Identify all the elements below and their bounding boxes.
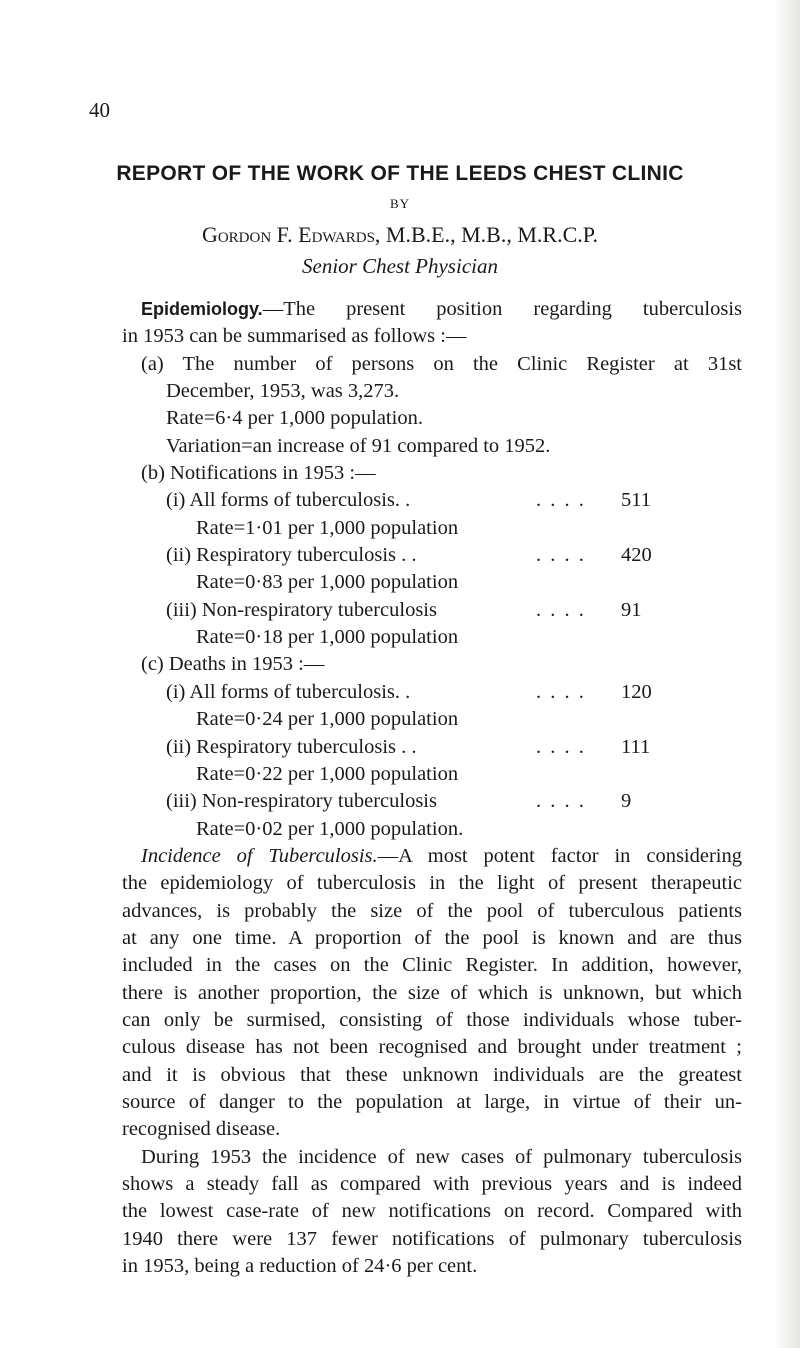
- incidence-line: advances, is probably the size of the pool of tuberculous patients: [122, 899, 742, 922]
- incidence-line: included in the cases on the Clinic Register. In addition, however,: [122, 954, 742, 977]
- notification-rate: Rate=0·83 per 1,000 population: [196, 571, 459, 594]
- incidence-2-line: During 1953 the incidence of new cases of pulmonary tuberculosis: [141, 1145, 742, 1168]
- death-rate: Rate=0·24 per 1,000 population: [196, 708, 459, 731]
- death-rate: Rate=0·02 per 1,000 population.: [196, 817, 464, 840]
- incidence-line: the epidemiology of tuberculosis in the light of present therapeutic: [122, 872, 742, 895]
- page-number: 40: [89, 98, 110, 122]
- incidence-line: and it is obvious that these unknown individuals are the greatest: [122, 1063, 742, 1086]
- incidence-heading: Incidence of Tuberculosis.: [141, 844, 378, 867]
- item-a-line-3: Rate=6·4 per 1,000 population.: [166, 407, 423, 430]
- death-row: (ii) Respiratory tuberculosis . . . . . . 111: [166, 735, 651, 758]
- incidence-line: can only be surmised, consisting of those individuals whose tuber-: [122, 1008, 742, 1031]
- notification-rate: Rate=0·18 per 1,000 population: [196, 626, 459, 649]
- epidemiology-heading: Epidemiology.: [141, 299, 263, 319]
- author-name: Gordon F. Edwards, M.B.E., M.B., M.R.C.P.: [201, 222, 599, 247]
- incidence-line: source of danger to the population at large, in virtue of their un-: [122, 1090, 742, 1113]
- by-line: BY: [389, 196, 411, 211]
- notification-row: (ii) Respiratory tuberculosis . . . . . . 420: [166, 544, 652, 567]
- item-a-line-4: Variation=an increase of 91 compared to 1952.: [166, 434, 551, 457]
- item-a-line-1: (a) The number of persons on the Clinic Register at 31st: [141, 352, 742, 375]
- incidence-2-line: shows a steady fall as compared with previous years and is indeed: [122, 1173, 742, 1195]
- incidence-line: culous disease has not been recognised and brought under treatment ;: [122, 1036, 742, 1059]
- item-a-line-2: December, 1953, was 3,273.: [166, 380, 400, 403]
- death-row: (iii) Non-respiratory tuberculosis . . . . 9: [166, 790, 632, 813]
- incidence-2-line: in 1953, being a reduction of 24·6 per cent.: [122, 1255, 478, 1278]
- incidence-line: at any one time. A proportion of the pool is known and are thus: [122, 926, 742, 949]
- incidence-line: there is another proportion, the size of which is unknown, but which: [122, 981, 742, 1004]
- incidence-2-line: the lowest case-rate of new notifications on record. Compared with: [122, 1200, 742, 1223]
- notification-row: (iii) Non-respiratory tuberculosis . . . . 91: [166, 598, 642, 621]
- report-body: [122, 296, 742, 1280]
- item-b-heading: (b) Notifications in 1953 :—: [141, 462, 376, 485]
- item-c-heading: (c) Deaths in 1953 :—: [141, 653, 325, 676]
- epidemiology-intro-line-2: in 1953 can be summarised as follows :—: [122, 325, 467, 348]
- report-title: REPORT OF THE WORK OF THE LEEDS CHEST CLINIC: [116, 162, 684, 185]
- incidence-line: recognised disease.: [122, 1118, 281, 1141]
- incidence-2-line: 1940 there were 137 fewer notifications of pulmonary tuberculosis: [122, 1227, 742, 1250]
- epidemiology-intro-line-1: Epidemiology.—The present position regarding tuberculosis: [141, 298, 742, 320]
- notification-row: (i) All forms of tuberculosis. . . . . . 511: [166, 489, 651, 512]
- incidence-line-1: Incidence of Tuberculosis.—A most potent factor in considering: [141, 844, 742, 867]
- death-row: (i) All forms of tuberculosis. . . . . . 120: [166, 680, 652, 703]
- death-rate: Rate=0·22 per 1,000 population: [196, 762, 459, 785]
- author-title: Senior Chest Physician: [302, 254, 498, 278]
- notification-rate: Rate=1·01 per 1,000 population: [196, 516, 459, 539]
